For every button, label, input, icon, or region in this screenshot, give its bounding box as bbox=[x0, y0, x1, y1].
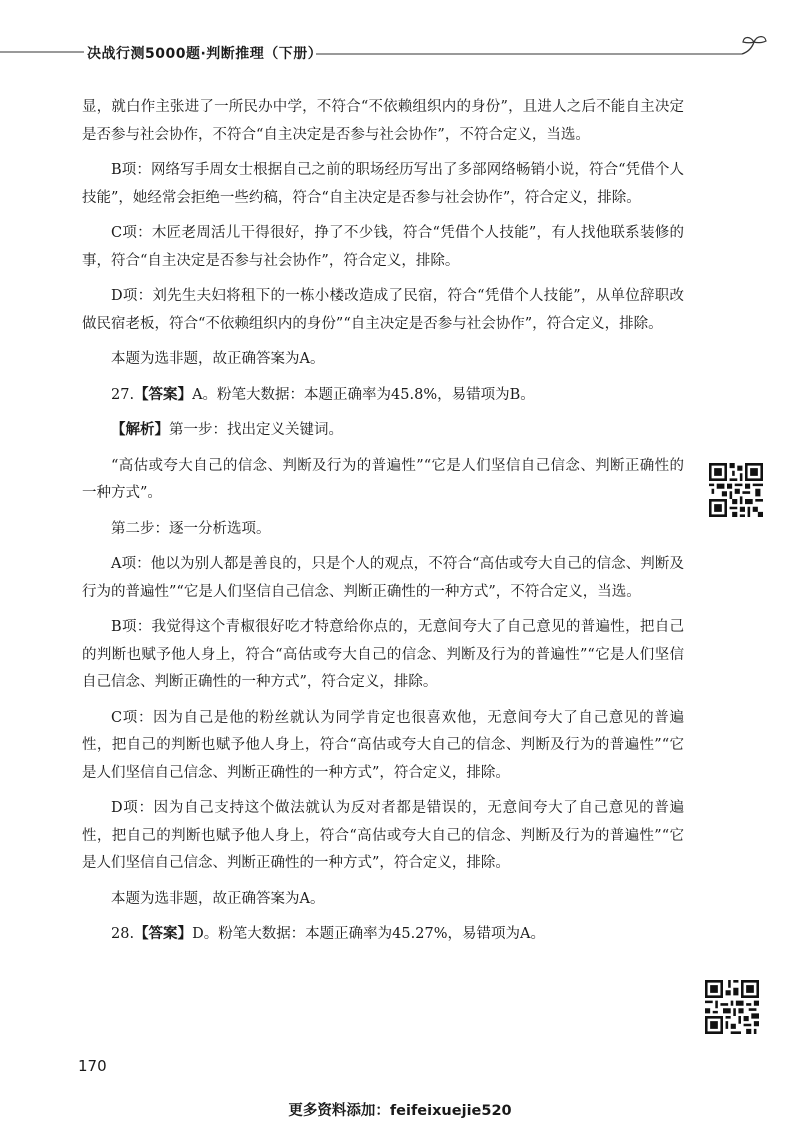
paragraph: B项：网络写手周女士根据自己之前的职场经历写出了多部网络畅销小说，符合“凭借个人技能”，她经常会拒绝一些约稿，符合“自主决定是否参与社会协作”，符合定义，排除。 bbox=[82, 162, 684, 206]
paragraph: C项：木匠老周活儿干得很好，挣了不少钱，符合“凭借个人技能”，有人找他联系装修的事，符合“自主决定是否参与社会协作”，符合定义，排除。 bbox=[82, 225, 684, 269]
footer-note: 更多资料添加：feifeixuejie520 bbox=[288, 1103, 512, 1119]
paragraph: 本题为选非题，故正确答案为A。 bbox=[111, 351, 325, 367]
paragraph: 第二步：逐一分析选项。 bbox=[111, 520, 271, 537]
question-27-answer bbox=[82, 382, 684, 410]
paragraph: 本题为选非题，故正确答案为A。 bbox=[111, 890, 325, 907]
analysis-tag: 【解析】 bbox=[111, 422, 169, 438]
question-27-analysis bbox=[82, 417, 684, 445]
paragraph: C项：因为自己是他的粉丝就认为同学肯定也很喜欢他，无意间夸大了自己意见的普遍性，把自己的判断也赋予他人身上，符合“高估或夸大自己的信念、判断及行为的普遍性”“它是人们坚信自己信念、判断正确性的一种方式”，符合定义，排除。 bbox=[82, 709, 684, 781]
page-number: 170 bbox=[78, 1057, 107, 1075]
paragraph: A项：他以为别人都是善良的，只是个人的观点，不符合“高估或夸大自己的信念、判断及行为的普遍性”“它是人们坚信自己信念、判断正确性的一种方式”，不符合定义，当选。 bbox=[82, 556, 684, 600]
question-28-answer bbox=[82, 921, 684, 949]
paragraph: D项：因为自己支持这个做法就认为反对者都是错误的，无意间夸大了自己意见的普遍性，把自己的判断也赋予他人身上，符合“高估或夸大自己的信念、判断及行为的普遍性”“它是人们坚信自己信念、判断正确性的一种方式”，符合定义，排除。 bbox=[82, 800, 684, 871]
qr-code-icon[interactable] bbox=[709, 463, 763, 517]
paragraph: B项：我觉得这个青椒很好吃才特意给你点的，无意间夸大了自己意见的普遍性，把自己的判断也赋予他人身上，符合“高估或夸大自己的信念、判断及行为的普遍性”“它是人们坚信自己信念、判断正确性的一种方式”，符合定义，排除。 bbox=[82, 619, 684, 690]
analysis-step: 第一步：找出定义关键词。 bbox=[169, 422, 343, 438]
header-title: 决战行测5000题·判断推理（下册） bbox=[87, 46, 323, 62]
page-content bbox=[82, 94, 684, 957]
answer-text: D。粉笔大数据：本题正确率为45.27%，易错项为A。 bbox=[192, 926, 545, 942]
paragraph: “高估或夸大自己的信念、判断及行为的普遍性”“它是人们坚信自己信念、判断正确性的一种方式”。 bbox=[82, 457, 684, 501]
paragraph: D项：刘先生夫妇将租下的一栋小楼改造成了民宿，符合“凭借个人技能”，从单位辞职改做民宿老板，符合“不依赖组织内的身份”“自主决定是否参与社会协作”，符合定义，排除。 bbox=[82, 288, 684, 332]
answer-tag: 【答案】 bbox=[134, 926, 193, 942]
question-number: 28. bbox=[111, 926, 135, 942]
question-number: 27. bbox=[111, 386, 135, 403]
paragraph: 显，就白作主张进了一所民办中学，不符合“不依赖组织内的身份”，且进人之后不能自主决定是否参与社会协作，不符合“自主决定是否参与社会协作”，不符合定义，当选。 bbox=[82, 99, 684, 143]
leaf-icon bbox=[738, 34, 772, 60]
answer-text: A。粉笔大数据：本题正确率为45.8%，易错项为B。 bbox=[192, 386, 535, 403]
page-header bbox=[0, 0, 800, 70]
qr-code-icon[interactable] bbox=[705, 980, 759, 1034]
answer-tag: 【答案】 bbox=[134, 386, 193, 403]
